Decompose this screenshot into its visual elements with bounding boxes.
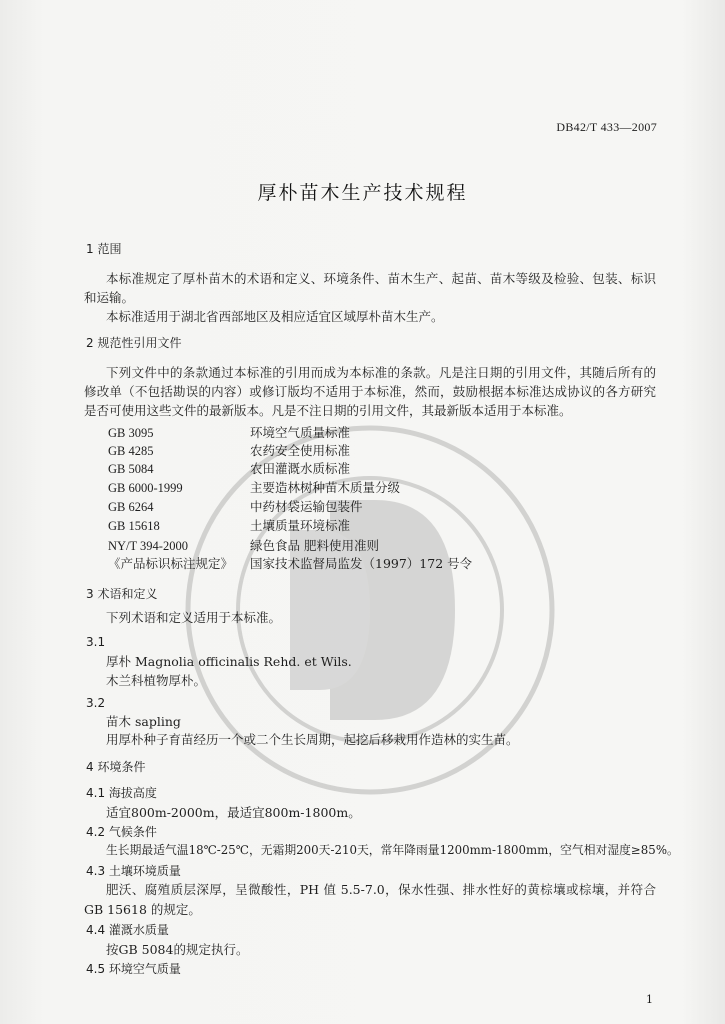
section-3-heading: 3 术语和定义 bbox=[86, 587, 158, 601]
section-4-heading: 4 环境条件 bbox=[86, 760, 146, 774]
subsection-heading: 4.2 气候条件 bbox=[86, 825, 157, 839]
reference-title: 农药安全使用标准 bbox=[250, 443, 351, 458]
subsection-text: 按GB 5084的规定执行。 bbox=[106, 942, 249, 957]
section-1-heading: 1 范围 bbox=[86, 242, 122, 256]
subsection-heading: 4.4 灌溉水质量 bbox=[86, 923, 169, 937]
subsection-text: 适宜800m-2000m，最适宜800m-1800m。 bbox=[106, 805, 361, 820]
reference-code: 《产品标识标注规定》 bbox=[108, 557, 234, 571]
term-number: 3.1 bbox=[86, 635, 106, 649]
subsection-text-line: 肥沃、腐殖质层深厚，呈微酸性，PH 值 5.5-7.0，保水性强、排水性好的黄棕壤或棕壤，并符合 bbox=[106, 882, 656, 897]
page-number: 1 bbox=[646, 993, 653, 1006]
section-1-paragraph: 本标准适用于湖北省西部地区及相应适宜区域厚朴苗木生产。 bbox=[106, 309, 444, 324]
section-2-paragraph-line: 下列文件中的条款通过本标准的引用而成为本标准的条款。凡是注日期的引用文件，其随后所有的 bbox=[106, 365, 656, 380]
term-name: 苗木 sapling bbox=[106, 714, 181, 729]
reference-code: NY/T 394-2000 bbox=[108, 539, 188, 553]
reference-title: 农田灌溉水质标准 bbox=[250, 461, 351, 476]
reference-code: GB 3095 bbox=[108, 426, 154, 440]
term-number: 3.2 bbox=[86, 696, 106, 710]
document-number: DB42/T 433—2007 bbox=[556, 120, 657, 134]
section-2-paragraph-line: 是否可使用这些文件的最新版本。凡是不注日期的引用文件，其最新版本适用于本标准。 bbox=[84, 403, 572, 418]
section-2-heading: 2 规范性引用文件 bbox=[86, 336, 182, 350]
section-2-paragraph-line: 修改单（不包括勘误的内容）或修订版均不适用于本标准，然而，鼓励根据本标准达成协议的各方研究 bbox=[84, 384, 656, 399]
reference-code: GB 6000-1999 bbox=[108, 481, 183, 495]
term-definition: 用厚朴种子育苗经历一个或二个生长周期，起挖后移栽用作造林的实生苗。 bbox=[106, 732, 519, 747]
reference-title: 国家技术监督局监发（1997）172 号令 bbox=[250, 556, 473, 571]
reference-title: 中药材袋运输包装件 bbox=[250, 499, 363, 514]
term-name: 厚朴 Magnolia officinalis Rehd. et Wils. bbox=[106, 654, 352, 669]
subsection-heading: 4.5 环境空气质量 bbox=[86, 962, 181, 976]
section-1-paragraph-line: 本标准规定了厚朴苗木的术语和定义、环境条件、苗木生产、起苗、苗木等级及检验、包装、标识 bbox=[106, 271, 656, 286]
reference-title: 主要造林树种苗木质量分级 bbox=[250, 480, 401, 495]
subsection-text: 生长期最适气温18℃-25℃，无霜期200天-210天，常年降雨量1200mm-1800mm，空气相对湿度≥85%。 bbox=[106, 843, 679, 857]
reference-title: 土壤质量环境标准 bbox=[250, 518, 351, 533]
subsection-heading: 4.1 海拔高度 bbox=[86, 786, 157, 800]
reference-code: GB 4285 bbox=[108, 444, 154, 458]
term-definition: 木兰科植物厚朴。 bbox=[106, 673, 207, 688]
reference-code: GB 6264 bbox=[108, 500, 154, 514]
reference-title: 环境空气质量标准 bbox=[250, 425, 351, 440]
document-title: 厚朴苗木生产技术规程 bbox=[257, 182, 468, 204]
subsection-heading: 4.3 土壤环境质量 bbox=[86, 864, 181, 878]
section-3-intro: 下列术语和定义适用于本标准。 bbox=[106, 610, 282, 625]
reference-code: GB 15618 bbox=[108, 519, 160, 533]
reference-code: GB 5084 bbox=[108, 462, 154, 476]
section-1-paragraph-line: 和运输。 bbox=[84, 290, 135, 305]
reference-title: 绿色食品 肥料使用准则 bbox=[250, 538, 379, 553]
subsection-text-line: GB 15618 的规定。 bbox=[84, 902, 201, 917]
